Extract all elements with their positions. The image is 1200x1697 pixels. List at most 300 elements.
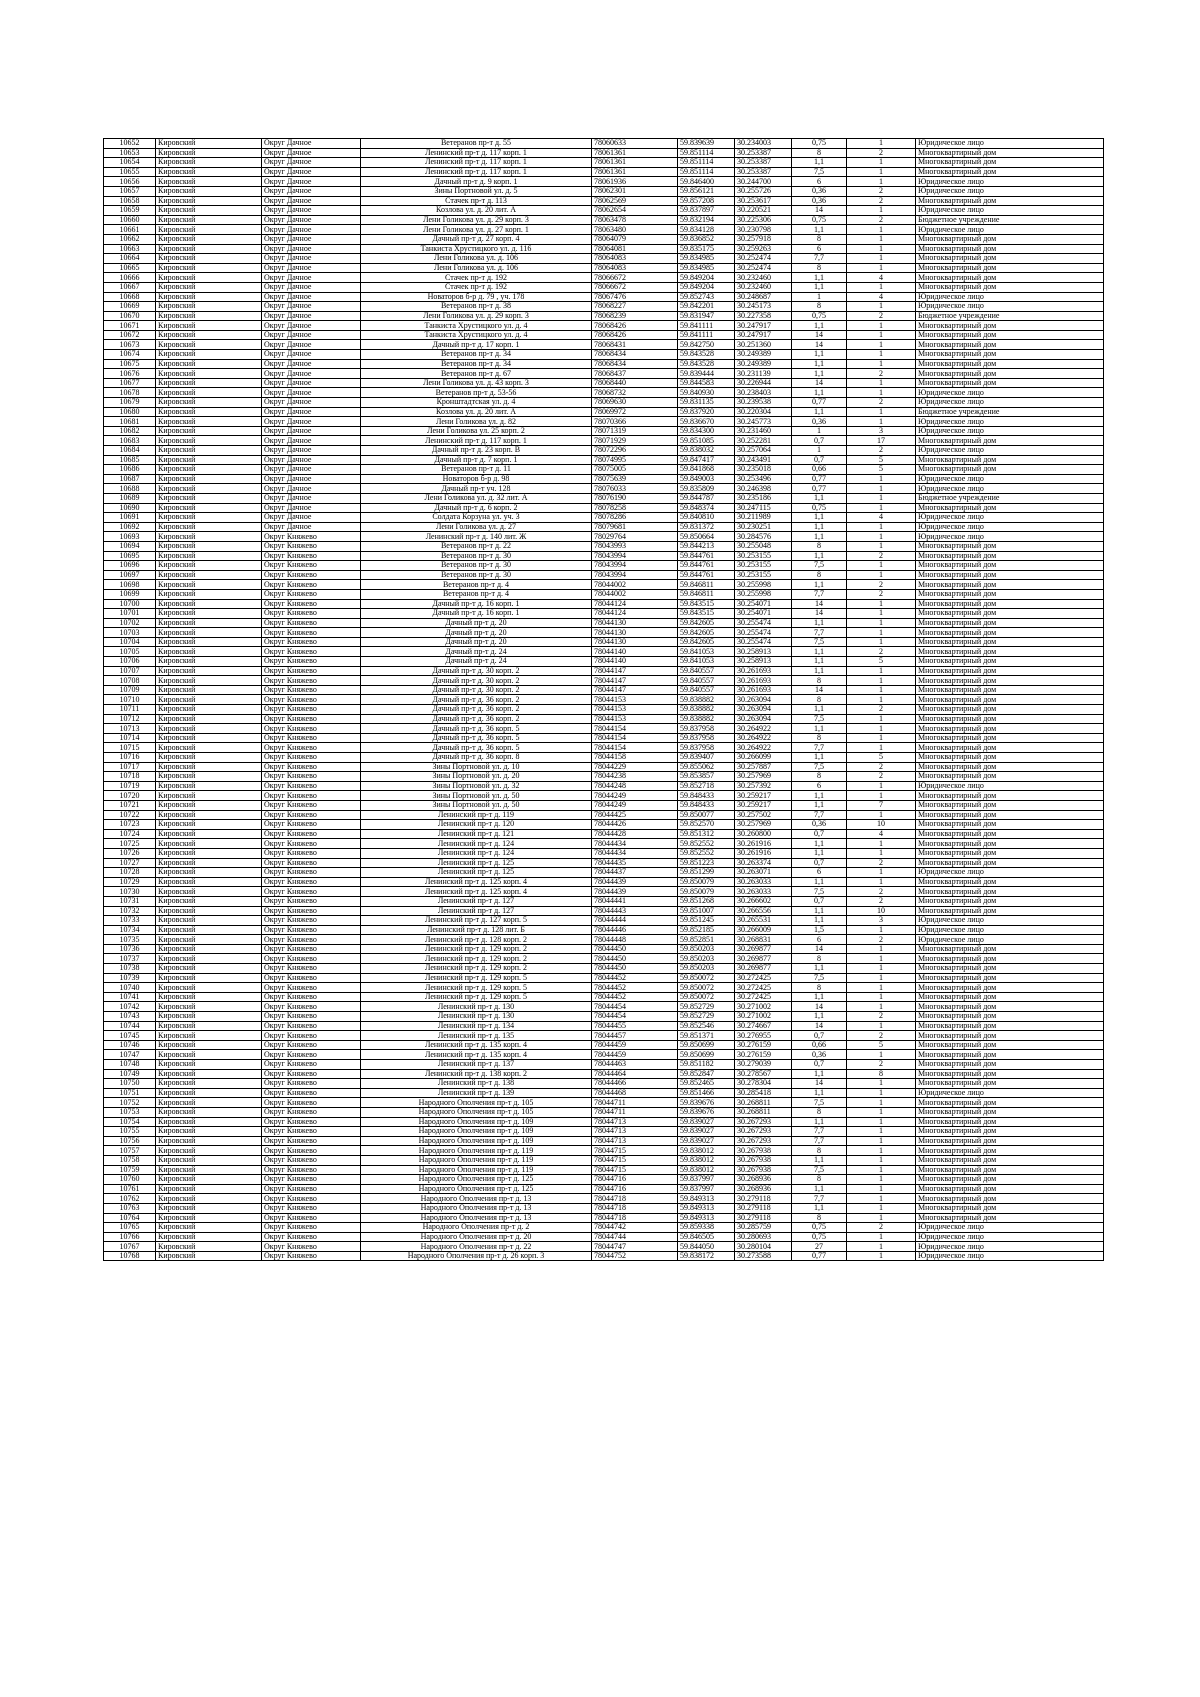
cell-value: 7,5: [792, 1098, 847, 1108]
cell-row-number: 10767: [104, 1242, 156, 1252]
cell-longitude: 30.234003: [735, 139, 792, 149]
cell-object-code: 78061936: [592, 177, 678, 187]
cell-latitude: 59.840557: [678, 676, 735, 686]
cell-latitude: 59.844787: [678, 493, 735, 503]
cell-object-type: Многоквартирный дом: [916, 254, 1104, 264]
table-row: [104, 1060, 1104, 1070]
cell-object-type: Многоквартирный дом: [916, 791, 1104, 801]
cell-count: 1: [847, 848, 916, 858]
cell-object-type: Многоквартирный дом: [916, 1146, 1104, 1156]
cell-municipal-okrug: Округ Дачное: [262, 215, 361, 225]
cell-object-type: Многоквартирный дом: [916, 839, 1104, 849]
cell-count: 1: [847, 484, 916, 494]
cell-address: Ленинский пр-т д. 129 корп. 5: [361, 983, 592, 993]
table-row: [104, 1232, 1104, 1242]
cell-object-type: Многоквартирный дом: [916, 714, 1104, 724]
cell-object-code: 78066672: [592, 273, 678, 283]
cell-object-type: Многоквартирный дом: [916, 1060, 1104, 1070]
cell-district: Кировский: [156, 618, 262, 628]
cell-count: 4: [847, 273, 916, 283]
cell-count: 1: [847, 1050, 916, 1060]
cell-object-type: Юридическое лицо: [916, 1251, 1104, 1261]
cell-address: Ленинский пр-т д. 127 корп. 5: [361, 916, 592, 926]
cell-latitude: 59.846811: [678, 589, 735, 599]
cell-row-number: 10653: [104, 148, 156, 158]
cell-count: 1: [847, 225, 916, 235]
cell-address: Ветеранов пр-т д. 34: [361, 350, 592, 360]
cell-row-number: 10686: [104, 465, 156, 475]
cell-district: Кировский: [156, 983, 262, 993]
cell-municipal-okrug: Округ Княжево: [262, 781, 361, 791]
cell-count: 1: [847, 1242, 916, 1252]
cell-object-code: 78044147: [592, 676, 678, 686]
cell-district: Кировский: [156, 273, 262, 283]
cell-row-number: 10740: [104, 983, 156, 993]
cell-district: Кировский: [156, 858, 262, 868]
cell-value: 14: [792, 685, 847, 695]
cell-municipal-okrug: Округ Княжево: [262, 1088, 361, 1098]
table-row: [104, 839, 1104, 849]
cell-latitude: 59.852185: [678, 925, 735, 935]
cell-district: Кировский: [156, 215, 262, 225]
cell-count: 1: [847, 167, 916, 177]
cell-district: Кировский: [156, 1213, 262, 1223]
cell-longitude: 30.251360: [735, 340, 792, 350]
cell-district: Кировский: [156, 206, 262, 216]
cell-value: 0,7: [792, 436, 847, 446]
table-row: [104, 234, 1104, 244]
cell-row-number: 10656: [104, 177, 156, 187]
cell-latitude: 59.859338: [678, 1223, 735, 1233]
cell-latitude: 59.839407: [678, 753, 735, 763]
cell-municipal-okrug: Округ Княжево: [262, 820, 361, 830]
cell-district: Кировский: [156, 311, 262, 321]
cell-district: Кировский: [156, 724, 262, 734]
cell-object-type: Юридическое лицо: [916, 935, 1104, 945]
table-row: [104, 541, 1104, 551]
cell-value: 0,77: [792, 484, 847, 494]
cell-object-code: 78044450: [592, 954, 678, 964]
cell-district: Кировский: [156, 714, 262, 724]
cell-address: Дачный пр-т д. 36 корп. 5: [361, 743, 592, 753]
cell-value: 1,1: [792, 388, 847, 398]
cell-row-number: 10652: [104, 139, 156, 149]
cell-municipal-okrug: Округ Дачное: [262, 177, 361, 187]
cell-row-number: 10714: [104, 733, 156, 743]
cell-district: Кировский: [156, 753, 262, 763]
cell-value: 7,5: [792, 637, 847, 647]
table-row: [104, 1213, 1104, 1223]
cell-address: Козлова ул. д. 20 лит. А: [361, 206, 592, 216]
cell-district: Кировский: [156, 1117, 262, 1127]
cell-latitude: 59.851007: [678, 906, 735, 916]
cell-longitude: 30.272425: [735, 983, 792, 993]
cell-count: 1: [847, 964, 916, 974]
cell-object-type: Многоквартирный дом: [916, 580, 1104, 590]
cell-longitude: 30.279118: [735, 1194, 792, 1204]
table-row: [104, 944, 1104, 954]
cell-district: Кировский: [156, 887, 262, 897]
cell-longitude: 30.264922: [735, 733, 792, 743]
cell-row-number: 10704: [104, 637, 156, 647]
cell-municipal-okrug: Округ Княжево: [262, 973, 361, 983]
cell-row-number: 10671: [104, 321, 156, 331]
cell-count: 1: [847, 234, 916, 244]
cell-longitude: 30.245773: [735, 417, 792, 427]
cell-municipal-okrug: Округ Дачное: [262, 225, 361, 235]
data-table: [103, 138, 1104, 1261]
table-row: [104, 369, 1104, 379]
cell-value: 0,7: [792, 1060, 847, 1070]
cell-address: Ленинский пр-т д. 135 корп. 4: [361, 1050, 592, 1060]
cell-address: Дачный пр-т д. 9 корп. 1: [361, 177, 592, 187]
table-row: [104, 868, 1104, 878]
cell-count: 1: [847, 302, 916, 312]
cell-address: Народного Ополчения пр-т д. 125: [361, 1175, 592, 1185]
cell-municipal-okrug: Округ Княжево: [262, 983, 361, 993]
cell-value: 7,7: [792, 743, 847, 753]
cell-object-type: Многоквартирный дом: [916, 1031, 1104, 1041]
cell-longitude: 30.272425: [735, 973, 792, 983]
cell-object-code: 78044450: [592, 964, 678, 974]
cell-object-type: Многоквартирный дом: [916, 820, 1104, 830]
cell-row-number: 10724: [104, 829, 156, 839]
cell-object-type: Многоквартирный дом: [916, 234, 1104, 244]
cell-district: Кировский: [156, 513, 262, 523]
cell-longitude: 30.271002: [735, 1012, 792, 1022]
cell-address: Народного Ополчения пр-т д. 119: [361, 1146, 592, 1156]
cell-municipal-okrug: Округ Княжево: [262, 1146, 361, 1156]
cell-object-code: 78044742: [592, 1223, 678, 1233]
cell-row-number: 10761: [104, 1184, 156, 1194]
cell-municipal-okrug: Округ Дачное: [262, 522, 361, 532]
cell-row-number: 10693: [104, 532, 156, 542]
cell-count: 1: [847, 1155, 916, 1165]
cell-value: 7,5: [792, 762, 847, 772]
cell-latitude: 59.838882: [678, 714, 735, 724]
cell-value: 0,36: [792, 820, 847, 830]
cell-value: 1,1: [792, 282, 847, 292]
cell-row-number: 10699: [104, 589, 156, 599]
cell-district: Кировский: [156, 1060, 262, 1070]
cell-object-code: 78044455: [592, 1021, 678, 1031]
cell-municipal-okrug: Округ Княжево: [262, 743, 361, 753]
cell-object-type: Многоквартирный дом: [916, 666, 1104, 676]
cell-address: Дачный пр-т д. 17 корп. 1: [361, 340, 592, 350]
cell-district: Кировский: [156, 1203, 262, 1213]
cell-address: Лени Голикова ул. 25 корп. 2: [361, 426, 592, 436]
cell-municipal-okrug: Округ Княжево: [262, 1107, 361, 1117]
table-row: [104, 714, 1104, 724]
table-row: [104, 887, 1104, 897]
cell-latitude: 59.850079: [678, 877, 735, 887]
cell-object-type: Многоквартирный дом: [916, 628, 1104, 638]
cell-longitude: 30.253387: [735, 167, 792, 177]
cell-row-number: 10766: [104, 1232, 156, 1242]
cell-address: Дачный пр-т д. 36 корп. 8: [361, 753, 592, 763]
cell-row-number: 10723: [104, 820, 156, 830]
cell-longitude: 30.258913: [735, 657, 792, 667]
table-row: [104, 263, 1104, 273]
cell-row-number: 10654: [104, 158, 156, 168]
cell-count: 2: [847, 551, 916, 561]
cell-value: 7,5: [792, 973, 847, 983]
table-row: [104, 532, 1104, 542]
cell-object-type: Многоквартирный дом: [916, 772, 1104, 782]
cell-object-type: Многоквартирный дом: [916, 964, 1104, 974]
table-row: [104, 810, 1104, 820]
cell-row-number: 10760: [104, 1175, 156, 1185]
cell-object-code: 78044718: [592, 1194, 678, 1204]
cell-address: Ленинский пр-т д. 130: [361, 1002, 592, 1012]
cell-object-code: 78044713: [592, 1117, 678, 1127]
cell-address: Народного Ополчения пр-т д. 13: [361, 1203, 592, 1213]
cell-latitude: 59.846505: [678, 1232, 735, 1242]
cell-latitude: 59.849204: [678, 273, 735, 283]
cell-municipal-okrug: Округ Княжево: [262, 810, 361, 820]
cell-row-number: 10701: [104, 609, 156, 619]
cell-longitude: 30.267938: [735, 1165, 792, 1175]
cell-object-type: Юридическое лицо: [916, 177, 1104, 187]
cell-latitude: 59.842750: [678, 340, 735, 350]
cell-row-number: 10705: [104, 647, 156, 657]
cell-municipal-okrug: Округ Дачное: [262, 158, 361, 168]
cell-latitude: 59.836670: [678, 417, 735, 427]
cell-row-number: 10750: [104, 1079, 156, 1089]
table-row: [104, 1031, 1104, 1041]
cell-address: Ленинский пр-т д. 129 корп. 2: [361, 964, 592, 974]
cell-value: 0,77: [792, 1251, 847, 1261]
cell-address: Ленинский пр-т д. 135: [361, 1031, 592, 1041]
cell-latitude: 59.852743: [678, 292, 735, 302]
cell-municipal-okrug: Округ Княжево: [262, 733, 361, 743]
cell-object-type: Многоквартирный дом: [916, 196, 1104, 206]
cell-object-type: Многоквартирный дом: [916, 340, 1104, 350]
cell-object-type: Многоквартирный дом: [916, 561, 1104, 571]
cell-district: Кировский: [156, 628, 262, 638]
cell-address: Дачный пр-т д. 16 корп. 1: [361, 599, 592, 609]
cell-object-code: 78044130: [592, 628, 678, 638]
cell-municipal-okrug: Округ Княжево: [262, 561, 361, 571]
cell-municipal-okrug: Округ Княжево: [262, 753, 361, 763]
cell-count: 5: [847, 1040, 916, 1050]
cell-object-type: Юридическое лицо: [916, 186, 1104, 196]
cell-row-number: 10683: [104, 436, 156, 446]
cell-value: 7,5: [792, 167, 847, 177]
cell-longitude: 30.261693: [735, 685, 792, 695]
cell-object-type: Многоквартирный дом: [916, 637, 1104, 647]
cell-latitude: 59.851114: [678, 148, 735, 158]
cell-district: Кировский: [156, 570, 262, 580]
cell-latitude: 59.844761: [678, 570, 735, 580]
cell-object-type: Юридическое лицо: [916, 1088, 1104, 1098]
cell-object-type: Многоквартирный дом: [916, 1155, 1104, 1165]
cell-object-code: 78044147: [592, 666, 678, 676]
cell-latitude: 59.850077: [678, 810, 735, 820]
cell-municipal-okrug: Округ Княжево: [262, 1040, 361, 1050]
cell-value: 1,1: [792, 647, 847, 657]
cell-address: Народного Ополчения пр-т д. 105: [361, 1107, 592, 1117]
cell-object-type: Многоквартирный дом: [916, 973, 1104, 983]
cell-value: 1,1: [792, 225, 847, 235]
cell-object-type: Бюджетное учреждение: [916, 215, 1104, 225]
cell-count: 1: [847, 359, 916, 369]
cell-value: 1,1: [792, 532, 847, 542]
cell-municipal-okrug: Округ Княжево: [262, 800, 361, 810]
cell-district: Кировский: [156, 522, 262, 532]
cell-longitude: 30.255726: [735, 186, 792, 196]
table-row: [104, 973, 1104, 983]
cell-latitude: 59.853857: [678, 772, 735, 782]
cell-longitude: 30.263374: [735, 858, 792, 868]
cell-municipal-okrug: Округ Княжево: [262, 666, 361, 676]
cell-municipal-okrug: Округ Княжево: [262, 1079, 361, 1089]
cell-value: 1,1: [792, 158, 847, 168]
table-row: [104, 225, 1104, 235]
cell-district: Кировский: [156, 1040, 262, 1050]
cell-object-code: 78043994: [592, 551, 678, 561]
table-row: [104, 733, 1104, 743]
cell-object-type: Юридическое лицо: [916, 925, 1104, 935]
table-row: [104, 753, 1104, 763]
cell-longitude: 30.257887: [735, 762, 792, 772]
cell-latitude: 59.849313: [678, 1213, 735, 1223]
cell-count: 2: [847, 1012, 916, 1022]
cell-object-type: Юридическое лицо: [916, 206, 1104, 216]
table-row: [104, 1079, 1104, 1089]
cell-object-type: Юридическое лицо: [916, 513, 1104, 523]
cell-object-code: 78044715: [592, 1146, 678, 1156]
cell-count: 3: [847, 426, 916, 436]
cell-municipal-okrug: Округ Дачное: [262, 139, 361, 149]
table-row: [104, 321, 1104, 331]
cell-object-type: Многоквартирный дом: [916, 1127, 1104, 1137]
cell-municipal-okrug: Округ Дачное: [262, 493, 361, 503]
cell-address: Дачный пр-т д. 16 корп. 1: [361, 609, 592, 619]
cell-value: 0,77: [792, 398, 847, 408]
cell-longitude: 30.253155: [735, 570, 792, 580]
cell-address: Стачек пр-т д. 113: [361, 196, 592, 206]
cell-row-number: 10768: [104, 1251, 156, 1261]
cell-latitude: 59.838012: [678, 1165, 735, 1175]
cell-object-code: 78044437: [592, 868, 678, 878]
table-row: [104, 292, 1104, 302]
cell-count: 1: [847, 676, 916, 686]
cell-value: 0,77: [792, 474, 847, 484]
cell-row-number: 10755: [104, 1127, 156, 1137]
cell-longitude: 30.268831: [735, 935, 792, 945]
cell-municipal-okrug: Округ Дачное: [262, 417, 361, 427]
cell-latitude: 59.837920: [678, 407, 735, 417]
cell-value: 14: [792, 609, 847, 619]
cell-count: 1: [847, 666, 916, 676]
cell-address: Дачный пр-т д. 36 корп. 5: [361, 724, 592, 734]
cell-municipal-okrug: Округ Дачное: [262, 407, 361, 417]
cell-district: Кировский: [156, 657, 262, 667]
cell-address: Лени Голикова ул. д. 27: [361, 522, 592, 532]
cell-object-code: 78044711: [592, 1098, 678, 1108]
cell-longitude: 30.267293: [735, 1136, 792, 1146]
cell-latitude: 59.852851: [678, 935, 735, 945]
cell-district: Кировский: [156, 589, 262, 599]
cell-row-number: 10658: [104, 196, 156, 206]
cell-row-number: 10665: [104, 263, 156, 273]
cell-row-number: 10660: [104, 215, 156, 225]
table-row: [104, 685, 1104, 695]
table-row: [104, 455, 1104, 465]
cell-row-number: 10687: [104, 474, 156, 484]
cell-object-type: Многоквартирный дом: [916, 330, 1104, 340]
cell-count: 17: [847, 436, 916, 446]
cell-object-type: Многоквартирный дом: [916, 263, 1104, 273]
cell-row-number: 10678: [104, 388, 156, 398]
cell-object-code: 78044229: [592, 762, 678, 772]
table-row: [104, 877, 1104, 887]
cell-district: Кировский: [156, 417, 262, 427]
table-row: [104, 647, 1104, 657]
cell-object-code: 78068426: [592, 330, 678, 340]
cell-longitude: 30.230798: [735, 225, 792, 235]
cell-object-type: Многоквартирный дом: [916, 1050, 1104, 1060]
cell-row-number: 10753: [104, 1107, 156, 1117]
cell-address: Ленинский пр-т д. 117 корп. 1: [361, 158, 592, 168]
cell-municipal-okrug: Округ Дачное: [262, 282, 361, 292]
table-row: [104, 992, 1104, 1002]
cell-address: Лени Голикова ул. д. 27 корп. 1: [361, 225, 592, 235]
cell-value: 8: [792, 1175, 847, 1185]
cell-value: 7,7: [792, 1136, 847, 1146]
table-row: [104, 1040, 1104, 1050]
cell-value: 1,1: [792, 705, 847, 715]
cell-district: Кировский: [156, 359, 262, 369]
cell-value: 0,75: [792, 215, 847, 225]
cell-object-code: 78044716: [592, 1175, 678, 1185]
cell-value: 1: [792, 426, 847, 436]
cell-object-type: Многоквартирный дом: [916, 877, 1104, 887]
cell-district: Кировский: [156, 839, 262, 849]
table-row: [104, 695, 1104, 705]
cell-object-type: Юридическое лицо: [916, 1242, 1104, 1252]
cell-row-number: 10728: [104, 868, 156, 878]
cell-latitude: 59.837897: [678, 206, 735, 216]
cell-row-number: 10707: [104, 666, 156, 676]
cell-longitude: 30.255998: [735, 580, 792, 590]
cell-district: Кировский: [156, 1107, 262, 1117]
cell-district: Кировский: [156, 321, 262, 331]
cell-value: 1,1: [792, 964, 847, 974]
cell-address: Народного Ополчения пр-т д. 125: [361, 1184, 592, 1194]
cell-longitude: 30.257392: [735, 781, 792, 791]
table-row: [104, 1107, 1104, 1117]
cell-latitude: 59.838032: [678, 446, 735, 456]
cell-longitude: 30.249389: [735, 350, 792, 360]
cell-object-type: Многоквартирный дом: [916, 1002, 1104, 1012]
cell-address: Ленинский пр-т д. 128 лит. Б: [361, 925, 592, 935]
cell-municipal-okrug: Округ Дачное: [262, 167, 361, 177]
cell-object-code: 78044428: [592, 829, 678, 839]
cell-object-code: 78062654: [592, 206, 678, 216]
cell-row-number: 10659: [104, 206, 156, 216]
cell-object-code: 78079681: [592, 522, 678, 532]
cell-object-type: Многоквартирный дом: [916, 647, 1104, 657]
cell-longitude: 30.249389: [735, 359, 792, 369]
cell-municipal-okrug: Округ Княжево: [262, 944, 361, 954]
cell-district: Кировский: [156, 848, 262, 858]
table-row: [104, 829, 1104, 839]
cell-count: 1: [847, 733, 916, 743]
cell-object-type: Многоквартирный дом: [916, 321, 1104, 331]
cell-district: Кировский: [156, 1050, 262, 1060]
